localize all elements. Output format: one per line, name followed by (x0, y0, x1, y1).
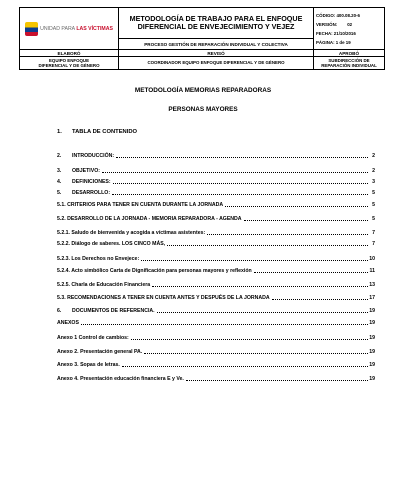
toc-entry-number: 6. (57, 308, 62, 314)
toc-entry[interactable] (57, 188, 375, 196)
toc-entry-label: DESARROLLO: (72, 190, 111, 196)
toc-entry-page: 19 (369, 349, 375, 355)
logo-text-a: UNIDAD PARA (40, 25, 77, 32)
document-header-table (19, 7, 385, 70)
logo-text (40, 26, 113, 32)
toc-entry-leader (167, 245, 368, 246)
toc-entry-leader (207, 234, 368, 235)
toc-entry[interactable] (57, 228, 375, 236)
aprobo-value-line2: REPARACIÓN INDIVIDUAL (321, 63, 377, 68)
toc-entry[interactable] (57, 360, 375, 368)
toc-entry[interactable] (57, 347, 375, 355)
toc-entry[interactable] (57, 177, 375, 185)
toc-entry[interactable] (57, 318, 375, 326)
toc-entry-label: 5.2. DESARROLLO DE LA JORNADA - MEMORIA REPARADORA - AGENDA (57, 216, 242, 222)
toc-entry-leader (244, 220, 368, 221)
toc-entry-page: 3 (372, 179, 375, 185)
toc-entry[interactable] (57, 200, 375, 208)
toc-entry-label: OBJETIVO: (72, 168, 100, 174)
toc-entry-page: 5 (372, 216, 375, 222)
toc-entry-label: Anexo 3. Sopas de letras. (57, 362, 120, 368)
code-label: CÓDIGO: 400.08.20-6 (316, 12, 360, 18)
toc-entry-page: 19 (369, 362, 375, 368)
toc-entry-page: 19 (369, 335, 375, 341)
toc-entry-page: 13 (369, 282, 375, 288)
toc-heading-number: 1. (57, 129, 62, 135)
toc-entry-number: 4. (57, 179, 62, 185)
toc-entry-leader (225, 206, 368, 207)
colombia-seal-icon (25, 22, 38, 36)
toc-entry-page: 7 (372, 230, 375, 236)
toc-entry-number: 2. (57, 153, 62, 159)
toc-entry-label: 5.2.1. Saludo de bienvenida y acogida a víctimas asistentes: (57, 230, 206, 236)
toc-entry-page: 2 (372, 153, 375, 159)
toc-entry[interactable] (57, 239, 375, 247)
toc-entry[interactable] (57, 166, 375, 174)
document-title: METODOLOGÍA MEMORIAS REPARADORAS (134, 87, 272, 94)
toc-entry[interactable] (57, 333, 375, 341)
meta-cell (314, 8, 385, 50)
toc-entry-page: 7 (372, 241, 375, 247)
toc-entry-leader (186, 380, 368, 381)
toc-entry-label: Anexo 2. Presentación general PA. (57, 349, 143, 355)
toc-entry[interactable] (57, 293, 375, 301)
elaboro-value (20, 57, 119, 70)
reviso-value: COORDINADOR EQUIPO ENFOQUE DIFERENCIAL Y DE GÉNERO (119, 57, 314, 70)
toc-entry-leader (112, 194, 368, 195)
toc-entry-leader (116, 157, 368, 158)
toc-entry-label: Anexo 4. Presentación educación financiera E y Ve. (57, 376, 184, 382)
toc-entry-leader (131, 339, 368, 340)
header-title-line2: DIFERENCIAL DE ENVEJECIMIENTO Y VEJEZ (137, 22, 295, 31)
aprobo-heading: APROBÓ (314, 50, 385, 57)
organization-logo (22, 10, 116, 48)
toc-entry-label: 5.1. CRITERIOS PARA TENER EN CUENTA DURANTE LA JORNADA (57, 202, 224, 208)
toc-entry-page: 17 (369, 295, 375, 301)
toc-entry[interactable] (57, 306, 375, 314)
toc-entry[interactable] (57, 374, 375, 382)
toc-entry-label: 5.2.5. Charla de Educación Financiera (57, 282, 151, 288)
elaboro-value-line2: DIFERENCIAL Y DE GÉNERO (38, 63, 100, 68)
toc-entry-leader (144, 353, 368, 354)
toc-entry-page: 5 (372, 190, 375, 196)
toc-entry-label: DEFINICIONES: (72, 179, 111, 185)
toc-entry-leader (157, 312, 368, 313)
toc-entry-label: INTRODUCCIÓN: (72, 153, 115, 159)
toc-entry-leader (122, 366, 368, 367)
toc-entry[interactable] (57, 214, 375, 222)
elaboro-heading: ELABORÓ (20, 50, 119, 57)
process-cell: PROCESO GESTIÓN DE REPARACIÓN INDIVIDUAL Y COLECTIVA (119, 39, 314, 50)
toc-entry-leader (113, 183, 368, 184)
version-row (316, 22, 382, 27)
toc-entry-page: 19 (369, 308, 375, 314)
reviso-heading: REVISÓ (119, 50, 314, 57)
version-value: 02 (347, 21, 353, 27)
toc-entry-number: 5. (57, 190, 62, 196)
toc-entry[interactable] (57, 151, 375, 159)
toc-entry-page: 5 (372, 202, 375, 208)
toc-entry-label: Anexo 1 Control de cambios: (57, 335, 129, 341)
toc-entry-label: 5.2.4. Acto simbólico Carta de Dignificación para personas mayores y reflexión (57, 268, 252, 274)
toc-entry-leader (141, 260, 368, 261)
version-label: VERSIÓN: (316, 21, 338, 27)
toc-entry-page: 19 (369, 376, 375, 382)
toc-heading-label: TABLA DE CONTENIDO (72, 129, 138, 135)
toc-entry-page: 11 (369, 268, 375, 274)
header-title-line1: METODOLOGÍA DE TRABAJO PARA EL ENFOQUE (129, 13, 303, 23)
toc-entry-leader (272, 299, 368, 300)
toc-entry-leader (254, 272, 368, 273)
toc-entry-leader (81, 324, 368, 325)
document-subtitle: PERSONAS MAYORES (168, 106, 238, 113)
page-label: PÁGINA: 1 de 19 (316, 39, 351, 45)
logo-cell (20, 8, 119, 50)
toc-entry-label: ANEXOS (57, 320, 79, 326)
toc-heading (57, 129, 137, 135)
toc-entry-label: 5.2.2. Diálogo de saberes. LOS CINCO MÁS, (57, 241, 166, 247)
elaboro-value-line1: EQUIPO ENFOQUE (48, 57, 89, 63)
toc-entry[interactable] (57, 254, 375, 262)
date-label: FECHA: 21/10/2016 (316, 30, 356, 36)
toc-entry-page: 2 (372, 168, 375, 174)
toc-entry[interactable] (57, 266, 375, 274)
toc-entry-leader (102, 172, 368, 173)
logo-text-b: LAS VÍCTIMAS (76, 25, 113, 32)
document-title-cell (119, 8, 314, 39)
toc-entry[interactable] (57, 280, 375, 288)
toc-entry-label: 5.2.3. Los Derechos no Envejece: (57, 256, 140, 262)
toc-entry-label: DOCUMENTOS DE REFERENCIA. (72, 308, 155, 314)
toc-entry-label: 5.3. RECOMENDACIONES A TENER EN CUENTA ANTES Y DESPUÉS DE LA JORNADA (57, 295, 270, 301)
toc-entry-leader (152, 286, 368, 287)
aprobo-value (314, 57, 385, 70)
toc-entry-number: 3. (57, 168, 62, 174)
aprobo-value-line1: SUBDIRECCIÓN DE (328, 57, 370, 63)
toc-entry-page: 10 (369, 256, 375, 262)
toc-entry-page: 19 (369, 320, 375, 326)
